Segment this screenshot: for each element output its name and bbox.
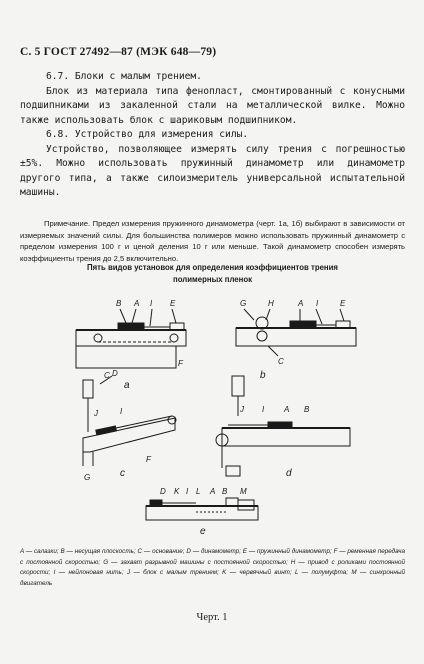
- c-label-G: G: [84, 473, 91, 482]
- c-sled: [96, 426, 117, 435]
- b-roller-bottom: [257, 331, 267, 341]
- figure-caption: A — салазки; B — несущая плоскость; C — основание; D — динамометр; E — пружинный динамометр; F — ременная передача с постоянной скоростью; G — захват разрывной машины с постоянной скоростью; H — привод с роликами постоянной скорости; I — нейлоновая нить; J — блок с малым трением; K — червячный винт; L — полумуфта; M — синхронный двигатель: [20, 548, 405, 587]
- b-label-C: C: [278, 357, 284, 366]
- b-leader-C: [268, 346, 278, 356]
- d-label-B: B: [304, 405, 310, 414]
- clause-6-8-text: Устройство, позволяющее измерять силу трения с погрешностью ±5%. Можно использовать пружинный динамометр или динамометр другого типа, а также силоизмеритель универсальной испытательной машины.: [20, 143, 405, 198]
- b-leader-E: [340, 309, 344, 321]
- e-sled: [150, 500, 162, 506]
- diagram-d: [216, 376, 350, 479]
- b-label-I: I: [316, 299, 319, 308]
- b-label-E: E: [340, 299, 346, 308]
- a-leader-B: [120, 309, 126, 323]
- b-leader-G: [244, 309, 254, 320]
- c-label-D: D: [112, 369, 118, 378]
- c-thread: [116, 416, 172, 428]
- e-label-I: I: [186, 487, 189, 496]
- e-label-L: L: [196, 487, 201, 496]
- e-base: [146, 506, 258, 520]
- figure-title-line-1: Пять видов установок для определения коэффициентов трения: [87, 263, 338, 272]
- e-label-A: A: [210, 487, 216, 496]
- e-panel-label: e: [200, 526, 206, 537]
- figure-title-line-2: полимерных пленок: [172, 274, 253, 284]
- a-label-A: A: [134, 299, 140, 308]
- a-base-body: [76, 346, 176, 368]
- d-label-J: J: [240, 405, 244, 414]
- clause-6-8-heading: 6.8. Устройство для измерения силы.: [46, 129, 249, 140]
- d-sled: [268, 422, 292, 428]
- a-label-B: B: [116, 299, 122, 308]
- a-label-F: F: [178, 359, 183, 368]
- clause-6-7-heading: 6.7. Блоки с малым трением.: [46, 71, 202, 82]
- e-label-D: D: [160, 487, 166, 496]
- b-base: [236, 328, 356, 346]
- c-label-I: I: [120, 407, 123, 416]
- a-leader-E: [172, 309, 176, 323]
- note-text: Примечание. Предел измерения пружинного динамометра (черт. 1а, 1б) выбирают в зависимости от измеряемых значений силы. Для большинства полимеров можно использовать пружинный динамометр с пределом измерения 100 г и ценой деления 10 г или меньше. Такой динамометр способен измерять коэффициенты трения до 2,5 включительно.: [20, 219, 405, 263]
- d-dynamometer: [232, 376, 244, 396]
- b-panel-label: b: [260, 370, 266, 381]
- a-leader-I: [150, 309, 152, 326]
- e-clutch: [226, 498, 238, 506]
- d-base: [222, 428, 350, 446]
- b-sled: [290, 321, 316, 328]
- diagram-b: [236, 299, 356, 381]
- b-leader-H: [266, 309, 270, 320]
- a-label-C: C: [104, 371, 110, 380]
- d-panel-label: d: [286, 468, 292, 479]
- e-label-K: K: [174, 487, 180, 496]
- a-sled: [118, 323, 144, 330]
- c-label-F: F: [146, 455, 151, 464]
- b-label-A: A: [298, 299, 304, 308]
- a-panel-label: a: [124, 380, 130, 391]
- diagram-e: [146, 487, 258, 537]
- b-label-G: G: [240, 299, 247, 308]
- b-leader-I: [316, 309, 322, 324]
- clause-6-7-text: Блок из материала типа фенопласт, смонтированный с конусными подшипниками из закаленной стали на металлической вилке. Можно также использовать блок с шариковым подшипником.: [20, 85, 405, 126]
- diagram-a: [76, 299, 186, 391]
- d-grip: [226, 466, 240, 476]
- d-label-A: A: [284, 405, 290, 414]
- e-label-B: B: [222, 487, 228, 496]
- page-header: С. 5 ГОСТ 27492—87 (МЭК 648—79): [20, 46, 217, 58]
- e-label-M: M: [240, 487, 247, 496]
- b-spring-dynamometer: [336, 321, 350, 328]
- a-label-I: I: [150, 299, 153, 308]
- b-label-H: H: [268, 299, 274, 308]
- figure-number: Черт. 1: [196, 612, 228, 623]
- a-pulley-right: [170, 334, 178, 342]
- a-pulley-left: [94, 334, 102, 342]
- a-leader-A: [132, 309, 136, 323]
- c-dynamometer: [83, 380, 93, 398]
- d-label-I: I: [262, 405, 265, 414]
- c-panel-label: c: [120, 468, 125, 479]
- a-spring-dynamometer: [170, 323, 184, 330]
- a-label-E: E: [170, 299, 176, 308]
- c-label-J: J: [94, 409, 98, 418]
